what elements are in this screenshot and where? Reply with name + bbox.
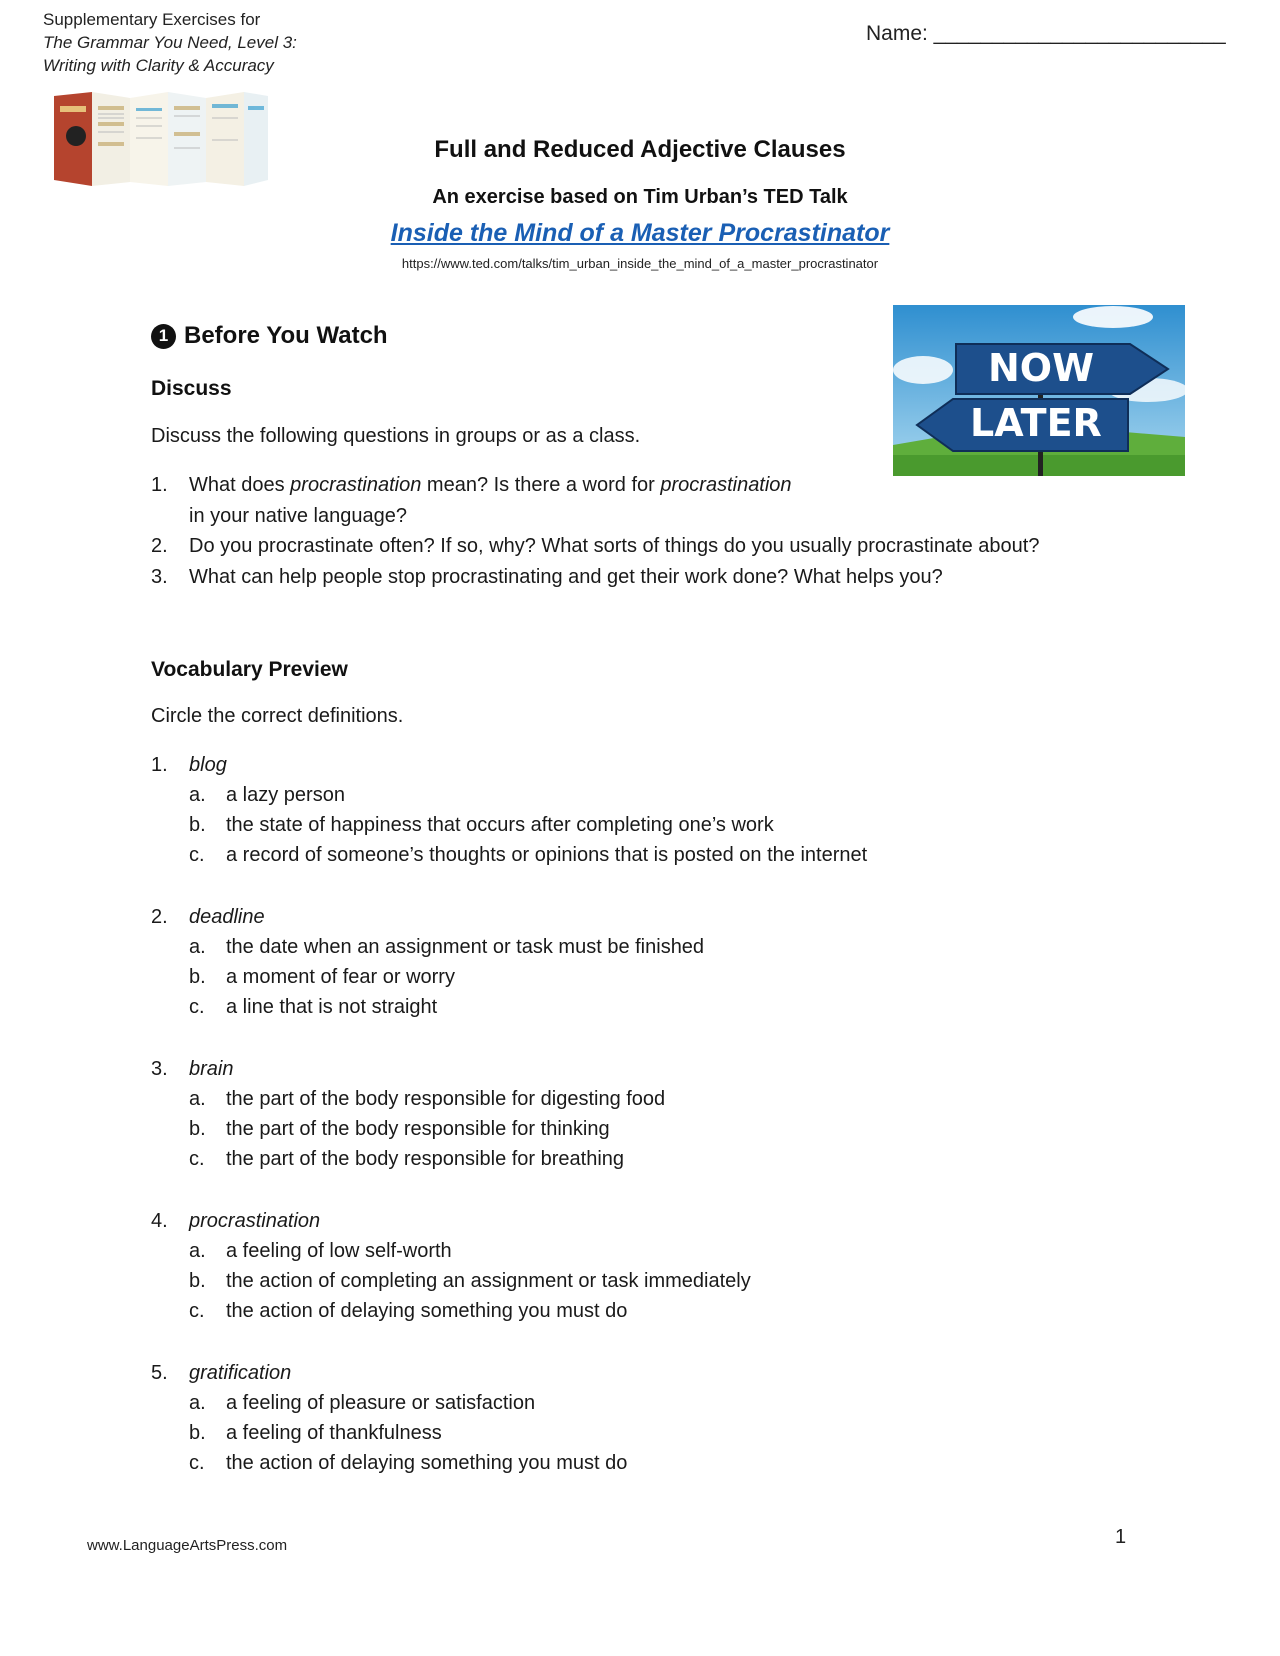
source-line-3: Writing with Clarity & Accuracy	[43, 56, 274, 75]
section-heading-text: Before You Watch	[184, 322, 388, 349]
source-line-2: The Grammar You Need, Level 3:	[43, 33, 297, 52]
option-letter: a.	[189, 936, 206, 958]
vocab-instruction: Circle the correct definitions.	[151, 705, 404, 727]
option-letter: c.	[189, 844, 205, 866]
option-letter: b.	[189, 1422, 206, 1444]
option-letter: b.	[189, 814, 206, 836]
vocab-number: 1.	[151, 754, 168, 776]
option-text: a line that is not straight	[226, 996, 438, 1018]
vocab-option[interactable]	[151, 1266, 1051, 1296]
talk-title-link[interactable]: Inside the Mind of a Master Procrastinator	[390, 219, 890, 247]
vocab-item	[151, 1054, 1051, 1174]
option-text: a lazy person	[226, 784, 345, 806]
option-letter: c.	[189, 996, 205, 1018]
option-text: the action of delaying something you must do	[226, 1300, 628, 1322]
option-text: a feeling of thankfulness	[226, 1422, 442, 1444]
question-item	[151, 531, 1111, 562]
question-number: 1.	[151, 474, 168, 496]
section-number-badge: 1	[151, 324, 176, 349]
vocab-option[interactable]	[151, 962, 1051, 992]
vocab-option[interactable]	[151, 840, 1051, 870]
name-field[interactable]: Name: _________________________	[866, 22, 1226, 45]
option-text: a feeling of pleasure or satisfaction	[226, 1392, 536, 1414]
question-number: 2.	[151, 535, 168, 557]
option-text: a moment of fear or worry	[226, 966, 455, 988]
worksheet-subtitle: An exercise based on Tim Urban’s TED Talk	[432, 186, 848, 208]
vocab-option[interactable]	[151, 992, 1051, 1022]
vocab-word: brain	[189, 1058, 234, 1080]
vocab-number: 5.	[151, 1362, 168, 1384]
question-text: What can help people stop procrastinating and get their work done? What helps you?	[189, 565, 943, 588]
question-text	[189, 470, 792, 531]
vocab-option[interactable]	[151, 932, 1051, 962]
question-text-part: mean? Is there a word for	[421, 474, 661, 496]
footer-website[interactable]: www.LanguageArtsPress.com	[87, 1537, 288, 1554]
option-letter: a.	[189, 1240, 206, 1262]
vocab-item	[151, 1358, 1051, 1478]
question-text-part: in your native language?	[189, 504, 407, 527]
vocab-word: deadline	[189, 906, 265, 928]
option-text: a feeling of low self-worth	[226, 1240, 452, 1262]
question-italic-term: procrastination	[290, 474, 422, 496]
talk-url[interactable]: https://www.ted.com/talks/tim_urban_inside_the_mind_of_a_master_procrastinator	[401, 256, 879, 271]
question-number: 3.	[151, 565, 168, 588]
option-letter: a.	[189, 784, 206, 806]
sign-now-text: NOW	[988, 346, 1095, 390]
vocab-option[interactable]	[151, 780, 1051, 810]
discuss-heading: Discuss	[151, 377, 232, 400]
option-letter: a.	[189, 1088, 206, 1110]
vocab-word: procrastination	[189, 1210, 321, 1232]
vocab-number: 3.	[151, 1058, 168, 1080]
vocab-word: gratification	[189, 1362, 292, 1384]
vocab-item	[151, 902, 1051, 1022]
vocab-option[interactable]	[151, 1418, 1051, 1448]
vocab-number: 2.	[151, 906, 168, 928]
page-number: 1	[1115, 1526, 1127, 1548]
vocab-option[interactable]	[151, 1144, 1051, 1174]
vocab-heading: Vocabulary Preview	[151, 658, 348, 681]
option-text: the part of the body responsible for digesting food	[226, 1088, 666, 1110]
option-letter: b.	[189, 966, 206, 988]
section-heading-before-you-watch	[151, 322, 388, 350]
option-text: the date when an assignment or task must be finished	[226, 936, 705, 958]
source-line-1: Supplementary Exercises for	[43, 10, 261, 29]
source-note	[43, 8, 297, 77]
vocab-number: 4.	[151, 1210, 168, 1232]
question-italic-term: procrastination	[660, 474, 792, 496]
question-text: Do you procrastinate often? If so, why? What sorts of things do you usually procrastinate about?	[189, 535, 1040, 557]
question-item	[151, 470, 1111, 531]
now-later-sign-image	[893, 305, 1185, 476]
vocab-word: blog	[189, 754, 227, 776]
vocab-option[interactable]	[151, 1388, 1051, 1418]
vocab-option[interactable]	[151, 1236, 1051, 1266]
question-item	[151, 562, 1111, 593]
option-letter: b.	[189, 1270, 206, 1292]
option-letter: c.	[189, 1452, 205, 1474]
vocab-option[interactable]	[151, 810, 1051, 840]
option-text: the part of the body responsible for breathing	[226, 1148, 625, 1170]
vocab-option[interactable]	[151, 1448, 1051, 1478]
vocab-option[interactable]	[151, 1114, 1051, 1144]
vocab-option[interactable]	[151, 1296, 1051, 1326]
option-text: a record of someone’s thoughts or opinions that is posted on the internet	[226, 844, 868, 866]
option-text: the action of completing an assignment or task immediately	[226, 1270, 751, 1292]
option-letter: c.	[189, 1300, 205, 1322]
vocab-item	[151, 1206, 1051, 1326]
sign-later-text: LATER	[970, 401, 1102, 445]
option-text: the state of happiness that occurs after completing one’s work	[226, 814, 774, 836]
option-text: the part of the body responsible for thinking	[226, 1118, 610, 1140]
option-letter: c.	[189, 1148, 205, 1170]
question-text-part: What does	[189, 474, 291, 496]
option-letter: a.	[189, 1392, 206, 1414]
discuss-instruction: Discuss the following questions in groups or as a class.	[151, 425, 641, 447]
vocab-item	[151, 750, 1051, 870]
discussion-questions	[151, 470, 1111, 592]
vocab-option[interactable]	[151, 1084, 1051, 1114]
worksheet-title: Full and Reduced Adjective Clauses	[434, 136, 846, 163]
option-letter: b.	[189, 1118, 206, 1140]
option-text: the action of delaying something you must do	[226, 1452, 628, 1474]
